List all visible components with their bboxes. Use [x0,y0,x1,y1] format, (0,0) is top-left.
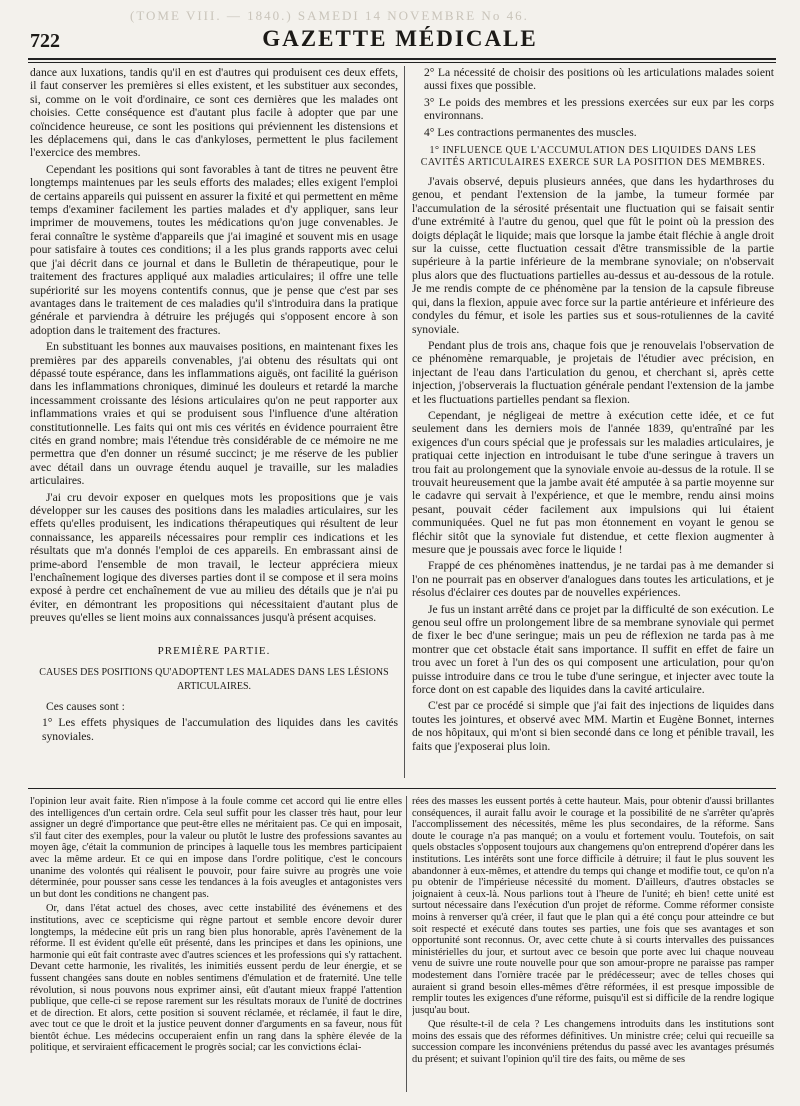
paragraph: Or, dans l'état actuel des choses, avec cette instabilité des événemens et des institutions, avec ce scepticisme qui règne partout et semble encore devoir durer longtemps, la médecine eût pris un rang bien plus honorable, après l'avènement de la réforme. Il est évident qu'elle eût présenté, dans les principes et dans les opinions, une harmonie qui eût fait contraste avec d'autres sciences et les professions qui s'y rattachent. Devant cette harmonie, les rivalités, les inimitiés eussent perdu de leur énergie, et se fussent changées sans doute en nobles sentimens d'émulation et de fraternité. Une telle révolution, si nous pouvons nous exprimer ainsi, eût d'autant mieux frappé l'attention publique, que celle-ci se repose rarement sur les résultats moraux de l'unité de doctrines et de direction. Et alors, cette position si souvent réclamée, et réclamée, il faut le dire, avec tout ce que le droit et la justice peuvent donner d'arguments en sa faveur, nous fût bientôt échue. Les médecins occuperaient enfin un rang dans la sphère élevée de la politique, et serviraient efficacement le progrès social; car les convictions éclai- [30,903,402,1054]
cause-item: 2° La nécessité de choisir des positions où les articulations malades soient aussi fixes que possible. [424,66,774,93]
upper-left-column [30,66,398,780]
cause-item: 1° Les effets physiques de l'accumulation des liquides dans les cavités synoviales. [42,716,398,743]
paragraph: Frappé de ces phénomènes inattendus, je ne tardai pas à me demander si l'on ne pourrait pas en observer d'analogues dans toutes les articulations, et je résolus d'éclairer ces doutes par de nouvelles expériences. [412,559,774,600]
paragraph: Cependant les positions qui sont favorables à tant de titres ne peuvent être longtemps maintenues par les seuls efforts des malades; elles exigent l'emploi de certains appareils qui puissent en assurer la fixité et qui permettent en même temps d'examiner facilement les parties malades et d'y appliquer, sans leur imprimer de mouvemens, toutes les médications qu'on juge convenables. Je ferai connaître le système d'appareils que j'ai imaginé et souvent mis en usage pour satisfaire à toutes ces conditions; il a les plus grands rapports avec celui que j'ai décrit dans ce journal et dans le Bulletin de thérapeutique, pour le traitement des fractures appliqué aux maladies articulaires; il offre une telle supériorité sur les moyens contentifs connus, que je pense que c'est par ses avantages dans le traitement de ces maladies qu'il s'introduira dans la pratique générale et parviendra à détruire les préjugés qui s'opposent encore à son adoption dans le traitement des fractures. [30,162,398,337]
page-number: 722 [30,30,60,52]
column-divider [406,796,407,1092]
section-heading: 1° INFLUENCE QUE L'ACCUMULATION DES LIQUIDES DANS LES CAVITÉS ARTICULAIRES EXERCE SUR LA POSITION DES MEMBRES. [420,145,766,169]
paragraph: Je fus un instant arrêté dans ce projet par la difficulté de son exécution. Le genou seul offre un prolongement libre de sa membrane synoviale qui permet de fixer le bec d'une seringue; mais un peu de réflexion ne tarda pas à me montrer que cet obstacle était sans importance. Il suffit en effet de faire un trou avec un foret à l'un des os qui composent une articulation, pour qu'on puisse introduire dans ce trou le tube d'une seringue, et injecter avec toute la force dont on est capable des liquides dans la cavité articulaire. [412,602,774,697]
header-rule [28,58,776,63]
lower-right-column [412,796,774,1092]
bleed-through-text: (TOME VIII. — 1840.) SAMEDI 14 NOVEMBRE No 46. [130,8,529,23]
column-divider [404,66,405,778]
causes-intro: Ces causes sont : [46,700,125,714]
paragraph: dance aux luxations, tandis qu'il en est d'autres qui produisent ces deux effets, il faut conserver les premières si elles existent, et les substituer aux secondes, si, comme on le voit d'ordinaire, ce sont ces dernières que les malades ont choisies. Cette conséquence est d'autant plus facile à adopter que par une coïncidence heureuse, ce sont les positions qui préviennent les distensions et les déplacemens qui, dans le cas d'ankyloses, permettent le plus facilement l'exercice des membres. [30,66,398,160]
cause-item: 4° Les contractions permanentes des muscles. [424,125,637,139]
paragraph: J'ai cru devoir exposer en quelques mots les propositions que je vais développer sur les causes des positions dans les maladies articulaires, sur les effets qu'elles produisent, les indications thérapeutiques qui résultent de leur connaissance, les appareils nécessaires pour remplir ces indications et les résultats que m'a donnés l'emploi de ces appareils. En embrassant ainsi de prime-abord l'ensemble de mon travail, le lecteur appréciera mieux l'enchaînement logique des diverses parties dont il se compose et il sera moins exposé à perdre cet enchaînement de vue au milieu des détails que je n'ai pu éviter, en démontrant les propositions qui nécessitaient d'autant plus de preuves qu'elles se lient moins aux connaissances jusqu'à présent acquises. [30,490,398,625]
cause-item: 3° Le poids des membres et les pressions exercées sur eux par les corps environnans. [424,95,774,123]
part-subtitle: CAUSES DES POSITIONS QU'ADOPTENT LES MALADES DANS LES LÉSIONS ARTICULAIRES. [39,667,389,693]
paragraph: rées des masses les eussent portés à cette hauteur. Mais, pour obtenir d'aussi brillantes conséquences, il aurait fallu avoir le courage et la possibilité de ne s'arrêter qu'après l'accomplissement des nécessités, même les plus secondaires, de la réforme. Sans doute le courage n'a pas manqué; on a voulu et fortement voulu. Toutefois, on sait quels obstacles s'opposent toujours aux changemens qu'on entreprend d'opérer dans les institutions. Les intérêts sont une force difficile à détruire; il faut le plus souvent les abandonner à eux-mêmes, et attendre du temps qui change et modifie tout, ce qu'on n'a pu obtenir de l'impérieuse nécessité du moment. D'ailleurs, d'autres obstacles se joignaient à ceux-là. Nous parlions tout à l'heure de l'unité; eh bien! cette unité est surtout nécessaire dans l'exécution d'un projet de réforme. Comme réformer consiste moins à renverser qu'à créer, il faut que le plan qui a été conçu pour atteindre ce but soit respecté et exécuté dans toutes ses parties, une fois que ses avantages et son opportunité sont reconnus. Or, avec cette chute à si courts intervalles des puissances ministérielles du jour, et surtout avec ce besoin que porte avec lui chaque nouveau venu de suivre une route nouvelle pour que son amour-propre ne paraisse pas ramper modestement dans l'ornière tracée par le prédécesseur; avec de telles choses qui auraient si grand besoin elles-mêmes d'être réformées, il est presque impossible de remplir toutes les exigences d'une réforme, puisqu'il est si difficile de la rendre logique jusqu'au bout. [412,796,774,1016]
journal-title: GAZETTE MÉDICALE [262,26,538,51]
paragraph: En substituant les bonnes aux mauvaises positions, en maintenant fixes les premières par des appareils convenables, j'ai obtenu des résultats qui ont dépassé toute espérance, dans les inflammations aiguës, ont facilité la guérison dans les inflammations chroniques, diminué les douleurs et retardé la marche incessamment croissante des lésions articulaires qu'on ne peut rapporter aux inflammations vraies et qui se produisent sous l'influence d'une altération constitutionnelle. Les faits qui ont mis ces vérités en évidence pourraient être cités en grand nombre; mais l'étendue très considérable de ce mémoire ne me permettra que d'en donner un résumé succinct; je me réserve de les publier avec détail dans un ouvrage étendu auquel je travaille, sur les maladies articulaires. [30,340,398,488]
upper-right-column [412,66,774,780]
paragraph: l'opinion leur avait faite. Rien n'impose à la foule comme cet accord qui lie entre elles des intelligences d'un certain ordre. Cela seul suffit pour les classer très haut, pour leur assigner un degré d'importance que peut-être elles ne méritaient pas. Ce qui en imposait, s'il faut citer des exemples, pour la valeur ou plutôt le lustre des professions savantes au moyen âge, c'était la communion de principes à laquelle tous les membres participaient avec la même ardeur. Et ce qui en impose dans l'ordre politique, c'est le concours unanime des volontés qui réalisent le pouvoir, pour faire suivre au progrès une voie déterminée, pour pousser sans cesse les tendances à la fois aveugles et antagonistes vers un but dont les conditions ne changent pas. [30,796,402,900]
paragraph: Cependant, je négligeai de mettre à exécution cette idée, et ce fut seulement dans les derniers mois de l'année 1839, qu'entraîné par les exigences d'un cours spécial que je professais sur les maladies articulaires, je pratiquai cette injection en introduisant le tube d'une seringue à travers un trou fait au prolongement que la synoviale envoie au-dessus de la rotule. Il se trouvait heureusement que la jambe avait été amputée à sa partie moyenne sur le cadavre qui servait à l'expérience, et que le membre, rendu ainsi moins pesant, pouvait céder facilement aux impulsions qui lui étaient communiquées. Quel ne fut pas mon étonnement en voyant le genou se fléchir sitôt que la synoviale fut distendue, et cette flexion augmenter à mesure que je poussais avec force le liquide ! [412,408,774,556]
part-title: PREMIÈRE PARTIE. [157,644,271,657]
paragraph: C'est par ce procédé si simple que j'ai fait des injections de liquides dans toutes les jointures, et observé avec MM. Martin et Eugène Bonnet, internes de nos hôpitaux, qui m'ont si bien secondé dans ce long et pénible travail, les faits que j'exposerai plus loin. [412,699,774,753]
feuilleton-divider [28,788,776,789]
paragraph: Que résulte-t-il de cela ? Les changemens introduits dans les institutions sont moins des essais que des réformes définitives. Un ministre crée; celui qui recueille sa succession compare les inconvéniens prétendus du passé avec les avantages présumés du présent; et suivant l'opinion qu'il tire des faits, ou même de ses [412,1019,774,1066]
paragraph: Pendant plus de trois ans, chaque fois que je renouvelais l'observation de ce phénomène remarquable, je projetais de l'étudier avec précision, en injectant de l'eau dans l'articulation du genou, et cherchant si, après cette injection, j'observerais la fluctuation générale pendant l'extension de la jambe et les fluctuations partielles pendant sa flexion. [412,338,774,406]
lower-left-column [30,796,402,1092]
paragraph: J'avais observé, depuis plusieurs années, que dans les hydarthroses du genou, et pendant l'extension de la jambe, la tumeur formée par l'accumulation de la sérosité présentait une fluctuation qui se faisait sentir d'une extrémité à l'autre du genou, quel que fût le point où la pression des doigts déplaçât le liquide; mais que lorsque la jambe était fléchie à angle droit sur la cuisse, cette fluctuation cessait d'être transmissible de la partie supérieure à la partie inférieure de la membrane synoviale; on n'observait plus alors que des fluctuations partielles au-dessus et au-dessous de la rotule. Je me rendis compte de ce phénomène par la tension de la capsule fibreuse qui, dans la flexion, appuie avec force sur la partie antérieure et inférieure des condyles du fémur, et isole les parties sus et sous-rotuliennes de la cavité synoviale. [412,175,774,336]
